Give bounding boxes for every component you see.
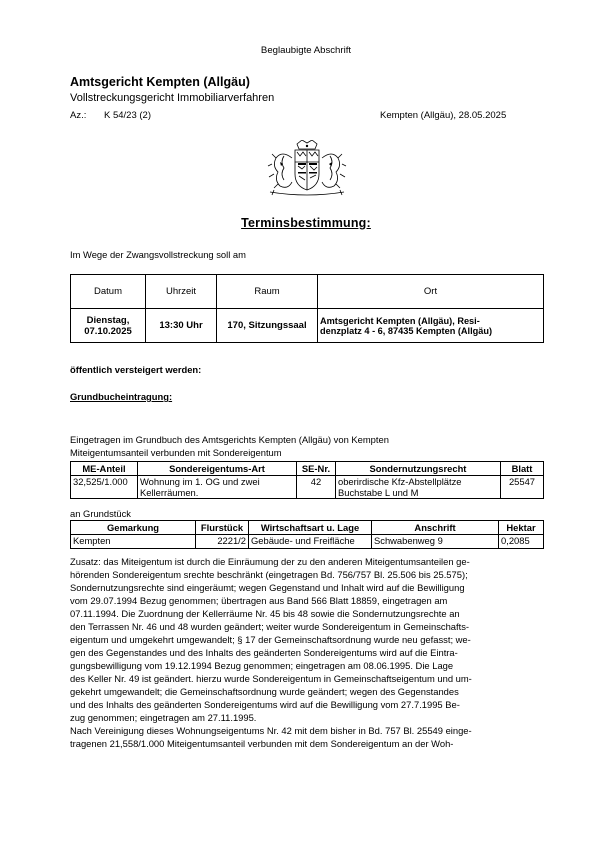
cell-parcel: 2221/2 [196, 535, 249, 549]
appointment-room: 170, Sitzungssaal [217, 309, 318, 343]
court-name: Amtsgericht Kempten (Allgäu) [70, 75, 250, 89]
addendum-line: vom 29.07.1994 Bezug genommen; übertragen aus Band 566 Blatt 18859, eingetragen am [70, 595, 448, 606]
coat-of-arms-emblem [262, 140, 352, 196]
cell-usage-right [336, 476, 501, 499]
addendum-line: zug genommen; eingetragen am 27.11.1995. [70, 712, 257, 723]
header-hectare: Hektar [499, 521, 544, 535]
court-department: Vollstreckungsgericht Immobiliarverfahren [70, 92, 275, 104]
entry-line-1: Eingetragen im Grundbuch des Amtsgerichts Kempten (Allgäu) von Kempten [70, 434, 389, 445]
cell-sheet: 25547 [501, 476, 544, 499]
header-parcel: Flurstück [196, 521, 249, 535]
intro-text: Im Wege der Zwangsvollstreckung soll am [70, 249, 246, 260]
ownership-type-line-2: Kellerräumen. [140, 487, 199, 498]
header-special-ownership-type: Sondereigentums-Art [138, 462, 297, 476]
usage-right-line-2: Buchstabe L und M [338, 487, 419, 498]
cell-land-use: Gebäude- und Freifläche [249, 535, 372, 549]
entry-line-2: Miteigentumsanteil verbunden mit Sondereigentum [70, 447, 282, 458]
addendum-line: gekehrt umgewandelt; die Gemeinschaftsordnung wurde geändert; wegen des Gegenstandes [70, 686, 459, 697]
header-share: ME-Anteil [71, 462, 138, 476]
addendum-line: eigentum und umgekehrt umgewandelt; § 17 der Gemeinschaftsordnung wurde neu gefasst; we- [70, 634, 471, 645]
addendum-line: des Keller Nr. 49 ist geändert. hierzu wurde Sondereigentum in Gemeinschaftseigentum und um- [70, 673, 472, 684]
date-value: 07.10.2025 [84, 325, 132, 337]
ownership-table [70, 461, 544, 499]
header-place: Ort [318, 275, 544, 309]
cell-share: 32,525/1.000 [71, 476, 138, 499]
cell-hectare: 0,2085 [499, 535, 544, 549]
usage-right-line-1: oberirdische Kfz-Abstellplätze [338, 476, 462, 487]
date-weekday: Dienstag, [86, 314, 130, 326]
addendum-line: tragenen 21,558/1.000 Miteigentumsanteil verbunden mit dem Sondereigentum an der Woh- [70, 738, 454, 749]
addendum-line: und des Inhalts des geänderten Sondereigentums wird auf die Bewilligung vom 27.7.1995 Be- [70, 699, 460, 710]
header-usage-right: Sondernutzungsrecht [336, 462, 501, 476]
header-se-number: SE-Nr. [297, 462, 336, 476]
addendum-line: den Terrassen Nr. 46 und 48 wurden geändert; weiter wurde Sondereigentum in Gemeinschafts- [70, 621, 470, 632]
ownership-type-line-1: Wohnung im 1. OG und zwei [140, 476, 260, 487]
addendum-line: Sondernutzungsrechte sind eingeräumt; wegen Gegenstand und Inhalt wird auf die Bewilligung [70, 582, 465, 593]
file-number: K 54/23 (2) [104, 110, 151, 121]
cell-address: Schwabenweg 9 [372, 535, 499, 549]
place-line-1: Amtsgericht Kempten (Allgäu), Resi- [320, 315, 480, 326]
appointment-date [71, 309, 146, 343]
plot-label: an Grundstück [70, 508, 131, 519]
addendum-line: 07.11.1994. Die Zuordnung der Kellerräume Nr. 45 bis 48 sowie die Sondernutzungsrechte an [70, 608, 460, 619]
addendum-line: Nach Vereinigung dieses Wohnungseigentums Nr. 42 mit dem bisher in Bd. 757 Bl. 25549 einge- [70, 725, 472, 736]
header-land-use: Wirtschaftsart u. Lage [249, 521, 372, 535]
appointment-table [70, 274, 544, 343]
addendum-line: hörenden Sondereigentum srechte beschränkt (eingetragen Bd. 756/757 Bl. 25.506 bis 25.575); [70, 569, 468, 580]
document-title: Terminsbestimmung: [241, 216, 371, 230]
place-date: Kempten (Allgäu), 28.05.2025 [380, 110, 507, 121]
plot-table [70, 520, 544, 549]
file-number-label: Az.: [70, 110, 87, 121]
addendum-line: gungsbewilligung vom 19.12.1994 Bezug genommen; eingetragen am 08.06.1995. Die Lage [70, 660, 454, 671]
land-register-heading: Grundbucheintragung: [70, 391, 173, 402]
appointment-place [318, 309, 544, 343]
header-date: Datum [71, 275, 146, 309]
header-sheet: Blatt [501, 462, 544, 476]
addendum-line: Zusatz: das Miteigentum ist durch die Einräumung der zu den anderen Miteigentumsanteilen ge- [70, 556, 470, 567]
header-address: Anschrift [372, 521, 499, 535]
auction-text: öffentlich versteigert werden: [70, 364, 202, 375]
cell-district: Kempten [71, 535, 196, 549]
certified-copy-label: Beglaubigte Abschrift [260, 45, 352, 56]
cell-ownership-type [138, 476, 297, 499]
cell-se-number: 42 [297, 476, 336, 499]
addendum-line: gen des Gegenstandes und des Inhalts des geänderten Sondereigentums wird auf die Eintra- [70, 647, 458, 658]
appointment-time: 13:30 Uhr [146, 309, 217, 343]
header-district: Gemarkung [71, 521, 196, 535]
place-line-2: denzplatz 4 - 6, 87435 Kempten (Allgäu) [320, 325, 493, 336]
header-room: Raum [217, 275, 318, 309]
header-time: Uhrzeit [146, 275, 217, 309]
